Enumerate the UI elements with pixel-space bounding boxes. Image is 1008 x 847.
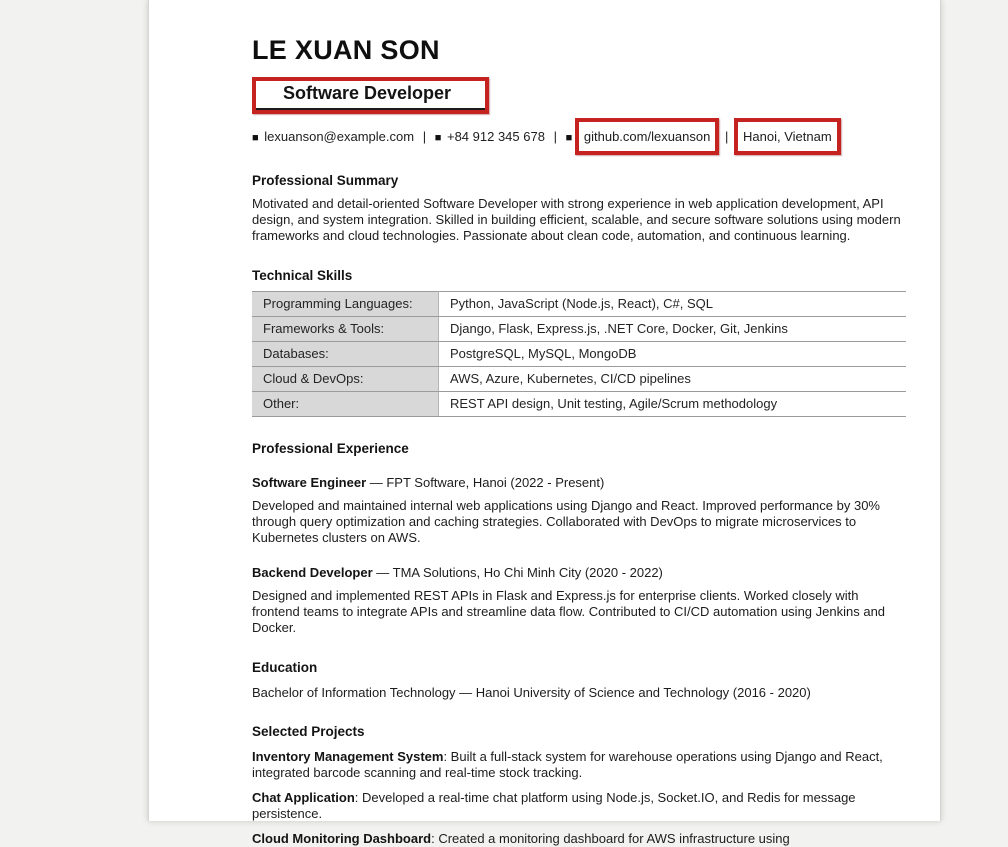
skills-heading: Technical Skills [252,268,353,283]
link-icon: ■ [565,132,573,144]
separator: | [553,129,557,144]
skills-table [252,291,906,417]
job-role: Software Engineer [252,475,367,490]
resume-content [149,0,940,847]
job-headline [252,565,906,580]
skills-row [252,367,906,392]
email-icon: ■ [252,132,259,144]
phone-icon: ■ [434,132,442,144]
job-headline [252,475,906,490]
skill-values: PostgreSQL, MySQL, MongoDB [439,342,907,367]
skills-row [252,292,906,317]
education-text: Bachelor of Information Technology — Hanoi University of Science and Technology (2016 - 2020) [252,685,811,700]
skills-row [252,317,906,342]
projects-heading: Selected Projects [252,724,365,739]
resume-job-title: Software Developer [256,81,485,110]
job-meta: — FPT Software, Hanoi (2022 - Present) [366,475,605,490]
contact-location: Hanoi, Vietnam [743,129,832,144]
skill-values: Python, JavaScript (Node.js, React), C#, SQL [439,292,907,317]
skill-category: Frameworks & Tools: [252,317,439,342]
skill-category: Other: [252,392,439,417]
resume-name: LE XUAN SON [252,35,440,65]
skill-category: Cloud & DevOps: [252,367,439,392]
contact-phone: +84 912 345 678 [446,129,545,144]
summary-text: Motivated and detail-oriented Software Developer with strong experience in web application development, API design, and system integration. Skilled in building efficient, scalable, and secure software solutions using modern frameworks and cloud technologies. Passionate about clean code, automation, and continuous learning. [252,196,901,243]
separator: | [724,129,729,144]
project-item [252,831,902,847]
skills-row [252,342,906,367]
experience-heading: Professional Experience [252,441,409,456]
skill-category: Databases: [252,342,439,367]
skill-values: REST API design, Unit testing, Agile/Scrum methodology [439,392,907,417]
annotation-box-location [734,118,841,155]
education-heading: Education [252,660,318,675]
section-education [252,660,906,700]
project-name: Chat Application [252,790,355,805]
contact-github: github.com/lexuanson [583,129,711,144]
skill-category: Programming Languages: [252,292,439,317]
section-projects [252,724,906,847]
project-item [252,790,902,821]
project-item [252,749,902,780]
skill-values: AWS, Azure, Kubernetes, CI/CD pipelines [439,367,907,392]
job-role: Backend Developer [252,565,373,580]
annotation-box-github [575,118,719,155]
section-experience [252,441,906,636]
project-description: : Created a monitoring dashboard for AWS infrastructure using [431,831,790,846]
job-description: Designed and implemented REST APIs in Flask and Express.js for enterprise clients. Worked closely with frontend teams to integrate APIs and streamline data flow. Contributed to CI/CD automation using Jenkins and Docker. [252,588,886,635]
skill-values: Django, Flask, Express.js, .NET Core, Docker, Git, Jenkins [439,317,907,342]
section-skills [252,268,906,417]
project-name: Inventory Management System [252,749,444,764]
resume-page [148,0,941,846]
contact-line [252,129,906,150]
skills-row [252,392,906,417]
contact-email: lexuanson@example.com [264,129,415,144]
annotation-box-title [252,77,489,114]
summary-heading: Professional Summary [252,173,399,188]
job-meta: — TMA Solutions, Ho Chi Minh City (2020 - 2022) [372,565,663,580]
project-name: Cloud Monitoring Dashboard [252,831,432,846]
job-description: Developed and maintained internal web applications using Django and React. Improved performance by 30% through query optimization and caching strategies. Collaborated with DevOps to migrate microservices to Kubernetes clusters on AWS. [252,498,880,545]
project-description: : Developed a real-time chat platform using Node.js, Socket.IO, and Redis for message persistence. [252,790,856,821]
project-description: : Built a full-stack system for warehouse operations using Django and React, integrated barcode scanning and real-time stock tracking. [252,749,883,780]
section-summary [252,173,906,244]
separator: | [422,129,427,144]
